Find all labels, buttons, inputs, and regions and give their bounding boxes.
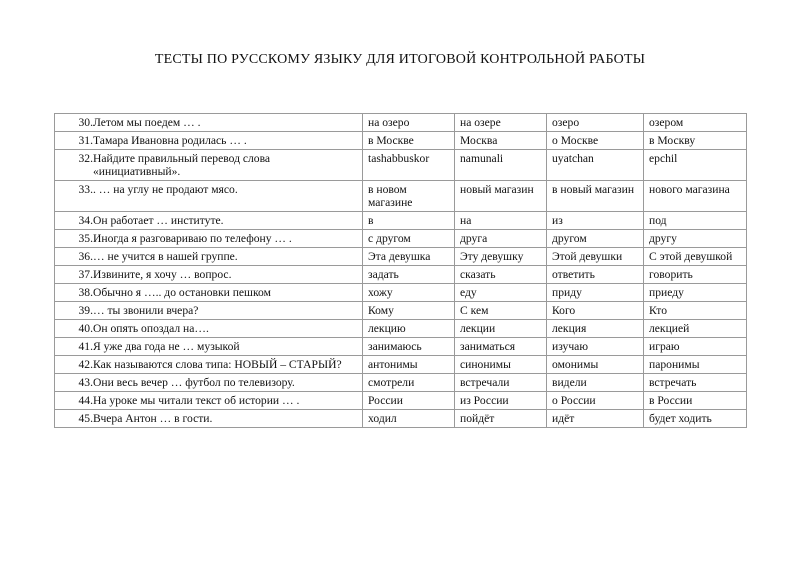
question-cell [55, 302, 363, 320]
question-cell [55, 132, 363, 150]
table-row [55, 356, 747, 374]
answer-option: с другом [363, 230, 455, 248]
question-cell [55, 284, 363, 302]
table-row [55, 212, 747, 230]
question-cell [55, 356, 363, 374]
answer-option: С этой девушкой [644, 248, 747, 266]
question-cell [55, 320, 363, 338]
answer-option: лекции [455, 320, 547, 338]
answer-option: в Москве [363, 132, 455, 150]
table-row [55, 150, 747, 181]
answer-option: России [363, 392, 455, 410]
question-number: 43. [78, 376, 93, 389]
answer-option: задать [363, 266, 455, 284]
question-number: 39. [78, 304, 93, 317]
answer-option: будет ходить [644, 410, 747, 428]
answer-option: лекция [547, 320, 644, 338]
answer-option: namunali [455, 150, 547, 181]
question-cell [55, 212, 363, 230]
answer-option: пойдёт [455, 410, 547, 428]
answer-option: ответить [547, 266, 644, 284]
question-text: Вчера Антон … в гости. [93, 412, 213, 425]
question-text: Он опять опоздал на…. [93, 322, 209, 335]
answer-option: играю [644, 338, 747, 356]
question-number: 35. [78, 232, 93, 245]
answer-option: другом [547, 230, 644, 248]
table-row [55, 114, 747, 132]
question-text: Извините, я хочу … вопрос. [93, 268, 232, 281]
answer-option: на озеро [363, 114, 455, 132]
table-row [55, 338, 747, 356]
answer-option: заниматься [455, 338, 547, 356]
question-number: 33. [78, 183, 93, 196]
answer-option: из [547, 212, 644, 230]
answer-option: о Москве [547, 132, 644, 150]
question-cell [55, 230, 363, 248]
answer-option: на озере [455, 114, 547, 132]
question-cell [55, 150, 363, 181]
answer-option: озером [644, 114, 747, 132]
answer-option: нового магазина [644, 181, 747, 212]
answer-option: tashabbuskor [363, 150, 455, 181]
answer-option: uyatchan [547, 150, 644, 181]
question-cell [55, 338, 363, 356]
answer-option: epchil [644, 150, 747, 181]
answer-option: смотрели [363, 374, 455, 392]
table-row [55, 392, 747, 410]
table-row [55, 230, 747, 248]
question-cell [55, 181, 363, 212]
question-number: 41. [78, 340, 93, 353]
table-row [55, 132, 747, 150]
question-cell [55, 392, 363, 410]
question-number: 32. [78, 152, 93, 165]
answer-option: хожу [363, 284, 455, 302]
question-text: Они весь вечер … футбол по телевизору. [93, 376, 295, 389]
answer-option: о России [547, 392, 644, 410]
question-text: … ты звонили вчера? [93, 304, 199, 317]
answer-option: приду [547, 284, 644, 302]
answer-option: видели [547, 374, 644, 392]
table-row [55, 284, 747, 302]
question-text: Он работает … институте. [93, 214, 224, 227]
answer-option: в России [644, 392, 747, 410]
table-row [55, 410, 747, 428]
question-cell [55, 248, 363, 266]
question-number: 37. [78, 268, 93, 281]
table-row [55, 374, 747, 392]
answer-option: Эту девушку [455, 248, 547, 266]
answer-option: в Москву [644, 132, 747, 150]
question-text: Иногда я разговариваю по телефону … . [93, 232, 292, 245]
answer-option: Москва [455, 132, 547, 150]
table-row [55, 302, 747, 320]
table-row [55, 248, 747, 266]
answer-option: лекцией [644, 320, 747, 338]
answer-option: Эта девушка [363, 248, 455, 266]
table-row [55, 266, 747, 284]
question-number: 30. [78, 116, 93, 129]
question-text: Тамара Ивановна родилась … . [93, 134, 247, 147]
question-number: 42. [78, 358, 93, 371]
question-text: Найдите правильный перевод слова «инициативный». [93, 152, 271, 178]
answer-option: друга [455, 230, 547, 248]
question-cell [55, 374, 363, 392]
answer-option: Этой девушки [547, 248, 644, 266]
question-text: Как называются слова типа: НОВЫЙ – СТАРЫЙ? [93, 358, 342, 371]
question-number: 40. [78, 322, 93, 335]
answer-option: сказать [455, 266, 547, 284]
question-text: Обычно я ….. до остановки пешком [93, 286, 271, 299]
answer-option: С кем [455, 302, 547, 320]
question-text: Летом мы поедем … . [93, 116, 201, 129]
answer-option: озеро [547, 114, 644, 132]
answer-option: в [363, 212, 455, 230]
answer-option: встречать [644, 374, 747, 392]
answer-option: под [644, 212, 747, 230]
question-cell [55, 114, 363, 132]
question-number: 38. [78, 286, 93, 299]
answer-option: ходил [363, 410, 455, 428]
answer-option: говорить [644, 266, 747, 284]
question-text: На уроке мы читали текст об истории … . [93, 394, 300, 407]
question-number: 31. [78, 134, 93, 147]
table-row [55, 181, 747, 212]
question-number: 34. [78, 214, 93, 227]
answer-option: изучаю [547, 338, 644, 356]
answer-option: синонимы [455, 356, 547, 374]
question-text: Я уже два года не … музыкой [93, 340, 240, 353]
question-number: 45. [78, 412, 93, 425]
answer-option: на [455, 212, 547, 230]
question-cell [55, 266, 363, 284]
test-table [54, 113, 747, 428]
answer-option: в новом магазине [363, 181, 455, 212]
question-number: 36. [78, 250, 93, 263]
answer-option: приеду [644, 284, 747, 302]
answer-option: из России [455, 392, 547, 410]
question-text: . … на углу не продают мясо. [93, 183, 238, 196]
answer-option: занимаюсь [363, 338, 455, 356]
answer-option: еду [455, 284, 547, 302]
answer-option: Кто [644, 302, 747, 320]
answer-option: Кого [547, 302, 644, 320]
answer-option: антонимы [363, 356, 455, 374]
answer-option: Кому [363, 302, 455, 320]
answer-option: новый магазин [455, 181, 547, 212]
answer-option: омонимы [547, 356, 644, 374]
page-title: ТЕСТЫ ПО РУССКОМУ ЯЗЫКУ ДЛЯ ИТОГОВОЙ КОНТРОЛЬНОЙ РАБОТЫ [154, 52, 646, 67]
answer-option: другу [644, 230, 747, 248]
answer-option: лекцию [363, 320, 455, 338]
answer-option: идёт [547, 410, 644, 428]
question-number: 44. [78, 394, 93, 407]
answer-option: встречали [455, 374, 547, 392]
question-text: … не учится в нашей группе. [93, 250, 238, 263]
answer-option: в новый магазин [547, 181, 644, 212]
answer-option: паронимы [644, 356, 747, 374]
question-cell [55, 410, 363, 428]
table-row [55, 320, 747, 338]
